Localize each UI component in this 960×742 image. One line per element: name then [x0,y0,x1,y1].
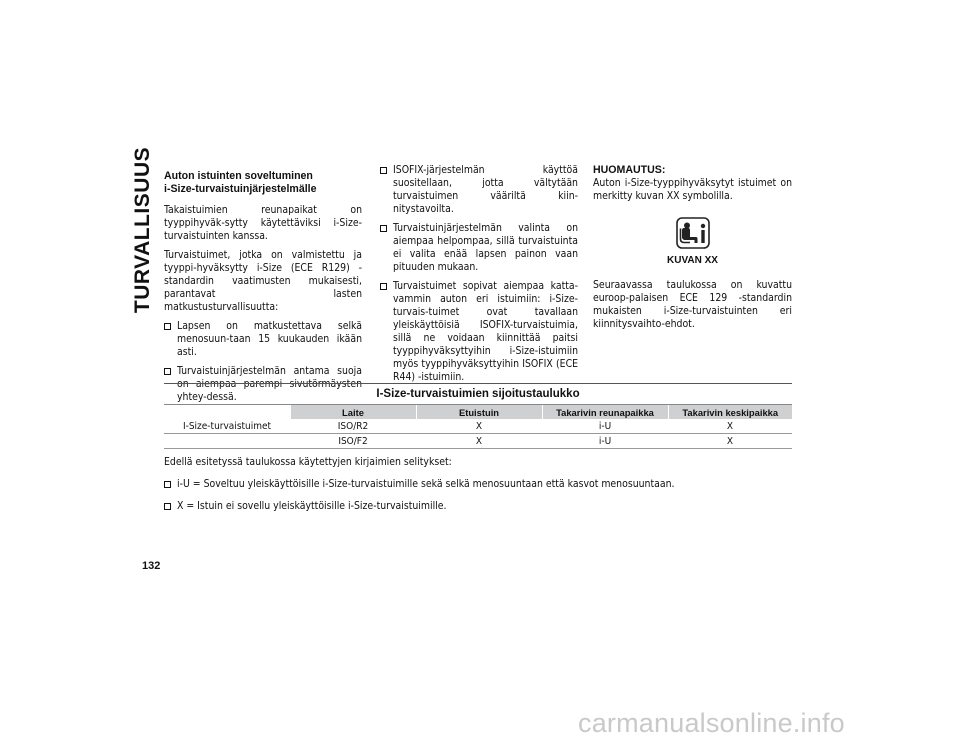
table-cell: X [416,419,542,434]
list-item [164,478,792,491]
list-item-text: X = Istuin ei sovellu yleiskäyttöisille i-Size-turvaistuimille. [177,500,447,512]
square-bullet-icon [164,503,171,510]
table-header-cell: Laite [290,405,416,420]
list-item-text: ISOFIX-järjestelmän käyttöä suositellaan, jotta vältytään turvaistuimen vääriltä kiin-nitystavoilta. [393,164,578,215]
list-item [380,164,578,216]
list-item-text: Lapsen on matkustettava selkä menosuun-taan 15 kuukauden ikään asti. [177,320,362,358]
section-tab [126,146,160,314]
paragraph: Turvaistuimet, jotka on valmistettu ja tyyppi-hyväksytty i-Size (ECE R129) -standardin vaatimusten mukaisesti, parantavat lasten matkustusturvallisuutta: [164,249,362,313]
list-item [164,320,362,359]
table-header-row [164,405,792,420]
square-bullet-icon [380,167,387,174]
list-item-text: Turvaistuimet sopivat aiempaa katta-vammin auton eri istuimiin: i-Size-turvais-tuimet ovat tavallaan yleiskäyttöisiä ISOFIX-turvaistuimia, sillä ne voidaan kiinnittää paitsi tyyppihyväksyttyihin i-Size-istuimiin myös tyyppihyväksyttyihin ISOFIX (ECE R44) -istuimiin. [393,280,578,383]
square-bullet-icon [164,368,171,375]
watermark: carmanualsonline.info [578,708,845,738]
note-heading: HUOMAUTUS: [593,164,666,176]
list-item [380,280,578,384]
list-item-text: Turvaistuinjärjestelmän antama suoja on aiempaa parempi sivutörmäysten yhtey-dessä. [177,365,362,403]
table-cell: ISO/R2 [290,419,416,434]
table-cell: X [668,434,792,449]
list-item-text: Turvaistuinjärjestelmän valinta on aiempaa helpompaa, sillä turvaistuinta ei valita enää lapsen painon vaan pituuden mukaan. [393,222,578,273]
table-title: I-Size-turvaistuimien sijoitustaulukko [164,384,792,405]
table-cell: i-U [542,419,668,434]
table-cell: X [668,419,792,434]
square-bullet-icon [164,481,171,488]
section-tab-label: TURVALLISUUS [131,146,155,314]
table-header-cell: Etuistuin [416,405,542,420]
square-bullet-icon [380,283,387,290]
placement-table-wrap [164,383,792,449]
paragraph: Seuraavassa taulukossa on kuvattu euroop-palaisen ECE 129 -standardin mukaisten i-Size-turvaistuinten eri kiinnitysvaihto-ehdot. [593,279,792,330]
row-group-label-empty [164,434,290,449]
table-cell: X [416,434,542,449]
notes-intro: Edellä esitetyssä taulukossa käytettyjen kirjaimien selitykset: [164,456,452,468]
table-title-row [164,384,792,405]
right-column [593,164,792,337]
list-item-text: i-U = Soveltuu yleiskäyttöisille i-Size-turvaistuimille sekä selkä menosuuntaan että kasvot menosuuntaan. [177,478,675,490]
legend-notes [164,456,792,522]
figure [593,217,792,267]
list-item [164,500,792,513]
figure-caption: KUVAN XX [667,255,718,266]
middle-column [380,164,578,390]
section-heading-line2: i-Size-turvaistuinjärjestelmälle [164,183,317,195]
left-column [164,170,362,410]
section-heading-line1: Auton istuinten soveltuminen [164,170,313,182]
row-group-label: I-Size-turvaistuimet [164,419,290,434]
table-header-cell: Takarivin reunapaikka [542,405,668,420]
square-bullet-icon [380,225,387,232]
note-text: Auton i-Size-tyyppihyväksytyt istuimet on merkitty kuvan XX symbolilla. [593,177,792,202]
list-item [380,222,578,274]
table-cell: i-U [542,434,668,449]
placement-table [164,383,792,449]
table-cell: ISO/F2 [290,434,416,449]
square-bullet-icon [164,323,171,330]
table-header-cell: Takarivin keskipaikka [668,405,792,420]
child-seat-isize-icon [676,217,710,249]
page-number: 132 [142,560,161,572]
table-row [164,434,792,449]
table-row [164,419,792,434]
paragraph: Takaistuimien reunapaikat on tyyppihyväk-sytty käytettäviksi i-Size-turvaistuinten kanssa. [164,204,362,242]
table-header-blank [164,405,290,420]
